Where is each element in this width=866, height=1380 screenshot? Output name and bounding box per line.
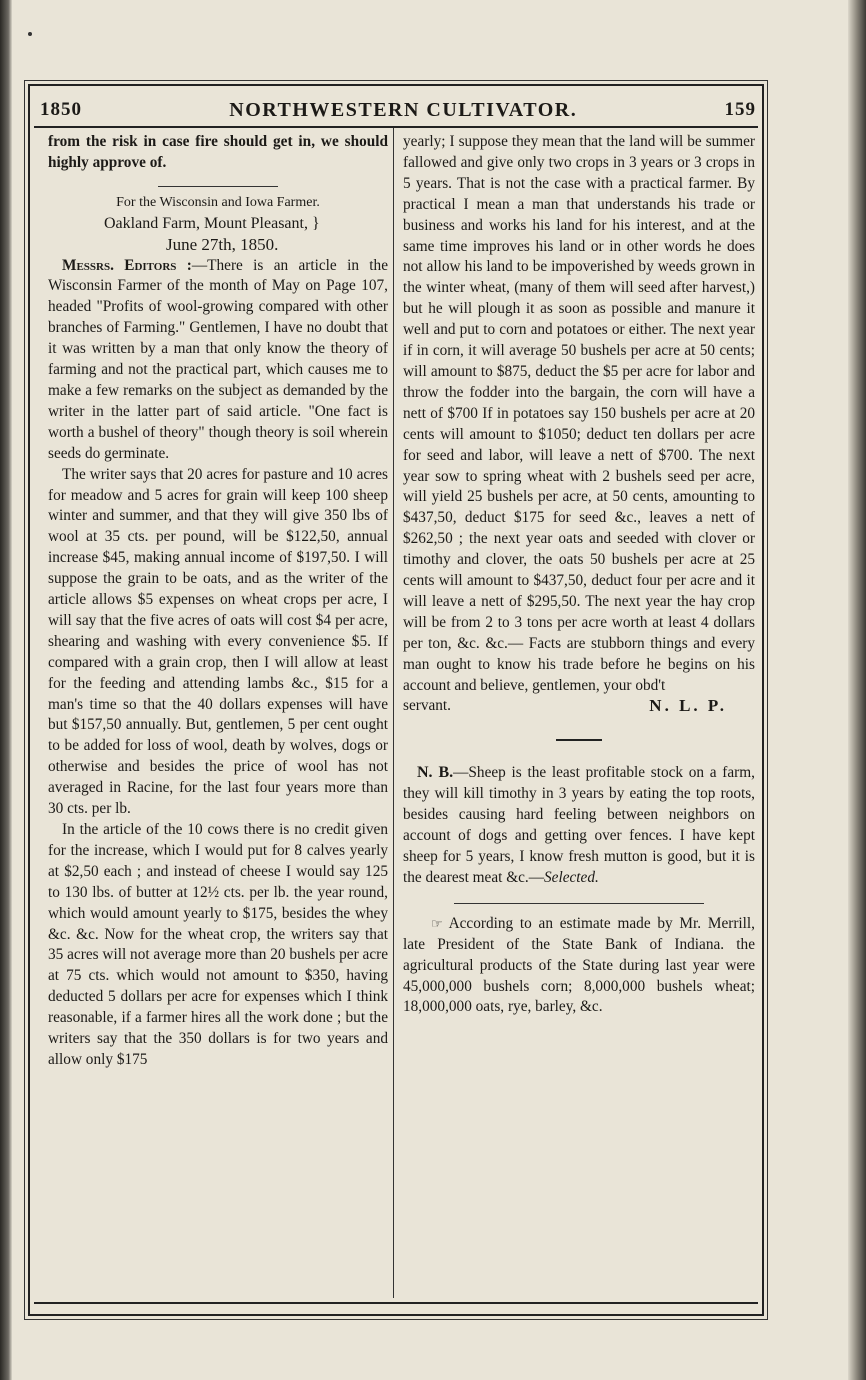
running-header	[40, 94, 756, 126]
right-column	[403, 132, 755, 1018]
ink-speck	[28, 32, 32, 36]
estimate-text: According to an estimate made by Mr. Merrill, late President of the State Bank of Indiana. the agricultural products of the State during last year were 45,000,000 bushels corn; 8,000,000 bushels wheat; 18,000,000 oats, rye, barley, &c.	[403, 914, 756, 1016]
pointing-hand-icon: ☞	[431, 915, 443, 931]
header-year: 1850	[40, 99, 82, 120]
closing: servant.	[403, 697, 451, 715]
signature-row	[403, 696, 755, 717]
left-column	[48, 132, 388, 1071]
nb-lead: N. B.	[417, 764, 454, 782]
letter-continued: yearly; I suppose they mean that the land will be summer fallowed and give only two crops in 3 years or 3 crops in 5 years. That is not the case with a practical farmer. By practical I mean a man that understands his trade or business and works his land for his interest, and at the same time improves his land or in other words he does not allow his land to be impoverished by weeds grown in the winter wheat, (many of them will seed after harvest,) but he will plough it as soon as possible and manure it well and put to corn and potatoes or either. The next year if in corn, it will average 50 bushels per acre at 50 cents; will amount to $875, deduct the $5 per acre for labor and throw the fodder into the bargain, the corn will have a nett of $700 If in potatoes say 150 bushels per acre at 20 cents will amount to $1050; deduct ten dollars per acre for seed and labor, will leave a nett of $700. The next year sow to spring wheat with 2 bushels seed per acre, will yield 25 bushels per acre, at 50 cents, amounting to $437,50, deduct $175 for seed &c., leaves a nett of $262,50 ; the next year oats and seeded with clover or timothy and clover, the oats 50 bushels per acre at 25 cents will amount to $437,50, deduct four per acre and it will leave a nett of $295,50. The next year the hay crop will be from 2 to 3 tons per acre worth at least 4 dollars per ton, &c. &c.— Facts are stubborn things and every man ought to know his trade before he begins on his account and believe, gentlemen, your obd't	[403, 133, 755, 694]
header-rule	[34, 126, 758, 128]
signature: N. L. P.	[649, 696, 727, 716]
letter-opening	[48, 256, 388, 465]
letter-paragraph-3: In the article of the 10 cows there is no credit given for the increase, which I would put for 8 calves yearly at $2,50 each ; and instead of cheese I would say 125 to 130 lbs. of butter at 12½ cts. per lb. the year round, which would amount yearly to $175, besides the whey &c. &c. Now for the wheat crop, the writers say that 35 acres will not average more than 20 bushels per acre at 75 cts. which would not amount to $350, having deducted 5 dollars per acre for expenses which I think reasonable, if a farmer hires all the work done ; but the writers say that the 350 dollars is for two years and allow only $175	[48, 821, 388, 1068]
dateline-date: June 27th, 1850.	[166, 234, 279, 254]
continued-paragraph: from the risk in case fire should get in, we should highly approve of.	[48, 133, 388, 171]
page-binding-shadow	[0, 0, 12, 1380]
nb-source: Selected.	[544, 868, 599, 886]
article-source: For the Wisconsin and Iowa Farmer.	[116, 194, 320, 210]
section-rule	[158, 186, 278, 187]
periodical-title: NORTHWESTERN CULTIVATOR.	[229, 98, 578, 121]
nb-text: —Sheep is the least profitable stock on a farm, they will kill timothy in 3 years by eating the top roots, besides causing hard feeling between neighbors on account of dogs and getting over fences. I have kept sheep for 5 years, I know fresh mutton is good, but it is the dearest meat &c.—	[403, 764, 755, 886]
bottom-rule	[34, 1302, 758, 1304]
letter-paragraph-1: —There is an article in the Wisconsin Farmer of the month of May on Page 107, headed "Profits of wool-growing compared with other branches of Farming." Gentlemen, I have no doubt that it was written by a man that only know the theory of farming and not the practical part, which causes me to make a few remarks on the subject as demanded by the writer in the latter part of said article. "One fact is worth a bushel of theory" though theory is soil wherein seeds do germinate.	[48, 256, 388, 462]
estimate-note	[403, 914, 755, 1019]
column-divider	[393, 128, 394, 1298]
short-rule	[556, 739, 602, 741]
letter-paragraph-2: The writer says that 20 acres for pasture and 10 acres for meadow and 5 acres for grain will keep 100 sheep winter and summer, and that they will give 350 lbs of wool at 35 cts. per pound, will be $122,50, annual increase $45, making annual income of $197,50. I will suppose the grain to be oats, and as the writer of the article allows $5 expenses on wheat crops per acre, I will say that the five acres of oats will cost $4 per acre, shearing and washing with every convenience $5. If compared with a grain crop, then I will allow at least for the feeding and attending lambs &c., $15 for a man's time so that the 40 dollars expenses will have but $157,50 annually. But, gentlemen, 5 per cent ought to be added for loss of wool, death by wolves, dogs or otherwise and besides the price of wool has not averaged in Racine, for the last four years more than 30 cts. per lb.	[48, 465, 388, 818]
dateline-place: Oakland Farm, Mount Pleasant, }	[104, 214, 320, 232]
page-edge-shadow	[848, 0, 866, 1380]
section-rule-2	[454, 903, 704, 904]
page-number: 159	[724, 99, 756, 120]
nb-paragraph	[403, 763, 755, 888]
salutation: Messrs. Editors :	[62, 256, 192, 274]
